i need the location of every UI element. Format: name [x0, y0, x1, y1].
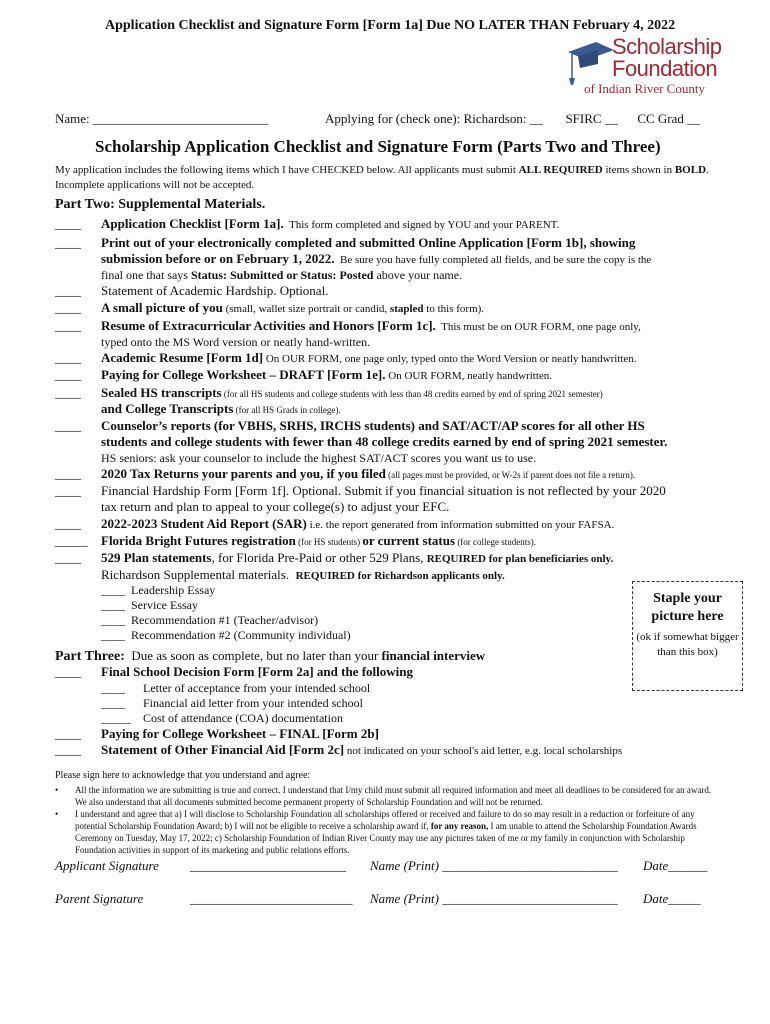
logo-line-3: of Indian River County: [584, 81, 705, 96]
applicant-signature-label: Applicant Signature: [55, 858, 159, 873]
check-blank[interactable]: ____: [55, 726, 81, 741]
parent-name-print[interactable]: Name (Print) ___________________________: [370, 891, 618, 906]
check-blank[interactable]: ____: [55, 742, 81, 757]
scholarship-foundation-logo: [568, 34, 728, 100]
check-blank[interactable]: ____: [55, 516, 81, 531]
page-title: Scholarship Application Checklist and Signature Form (Parts Two and Three): [95, 137, 661, 156]
parent-date[interactable]: Date_____: [643, 891, 701, 906]
part-two-heading: Part Two: Supplemental Materials.: [55, 197, 266, 212]
logo-line-2: Foundation: [612, 56, 718, 81]
check-blank[interactable]: ____: [55, 483, 81, 498]
sub-item-recommendation-1: ____ Recommendation #1 (Teacher/advisor): [101, 613, 319, 627]
applicant-signature-line[interactable]: ________________________: [190, 858, 346, 873]
check-blank[interactable]: ____: [55, 466, 81, 481]
check-blank[interactable]: ____: [55, 300, 81, 315]
check-blank[interactable]: ____: [55, 235, 81, 250]
check-blank[interactable]: _____: [55, 533, 88, 548]
sub-item-acceptance-letter: ____ Letter of acceptance from your intended school: [101, 681, 371, 695]
check-blank[interactable]: ____: [55, 350, 81, 365]
check-blank[interactable]: ____: [55, 367, 81, 382]
sub-item-service-essay: ____ Service Essay: [101, 598, 198, 612]
parent-signature-label: Parent Signature: [55, 891, 144, 906]
applicant-name-print[interactable]: Name (Print) ___________________________: [370, 858, 618, 873]
check-blank[interactable]: ____: [55, 283, 81, 298]
applicant-date[interactable]: Date______: [643, 858, 708, 873]
check-blank[interactable]: ____: [55, 418, 81, 433]
check-blank[interactable]: ____: [55, 385, 81, 400]
check-blank[interactable]: ____: [55, 216, 81, 231]
check-blank[interactable]: ____: [55, 318, 81, 333]
form-due-title: Application Checklist and Signature Form [Form 1a] Due NO LATER THAN February 4, 2022: [105, 18, 676, 33]
sub-item-aid-letter: ____ Financial aid letter from your intended school: [101, 696, 363, 710]
staple-picture-box: Staple your picture here (ok if somewhat bigger than this box): [632, 581, 743, 691]
sub-item-leadership-essay: ____ Leadership Essay: [101, 583, 216, 597]
intro-paragraph: My application includes the following items which I have CHECKED below. All applicants must submit ALL REQUIRED items shown in BOLD. Incomplete applications will not be accepted.: [55, 164, 709, 191]
sub-item-coa: _____ Cost of attendance (COA) documentation: [101, 711, 343, 725]
parent-signature-line[interactable]: _________________________: [190, 891, 353, 906]
sub-item-recommendation-2: ____ Recommendation #2 (Community individual): [101, 628, 351, 642]
check-blank[interactable]: ____: [55, 550, 81, 565]
sign-intro: Please sign here to acknowledge that you understand and agree:: [55, 770, 311, 781]
graduation-cap-icon: [568, 38, 614, 86]
applying-for-options[interactable]: Applying for (check one): Richardson: __ SFIRC __ CC Grad __: [325, 111, 701, 126]
logo-line-1: Scholarship: [612, 34, 722, 59]
part-three-heading: Part Three: Due as soon as complete, but no later than your financial interview: [55, 648, 486, 664]
name-field[interactable]: Name: ___________________________: [55, 111, 269, 126]
check-blank[interactable]: ____: [55, 664, 81, 679]
